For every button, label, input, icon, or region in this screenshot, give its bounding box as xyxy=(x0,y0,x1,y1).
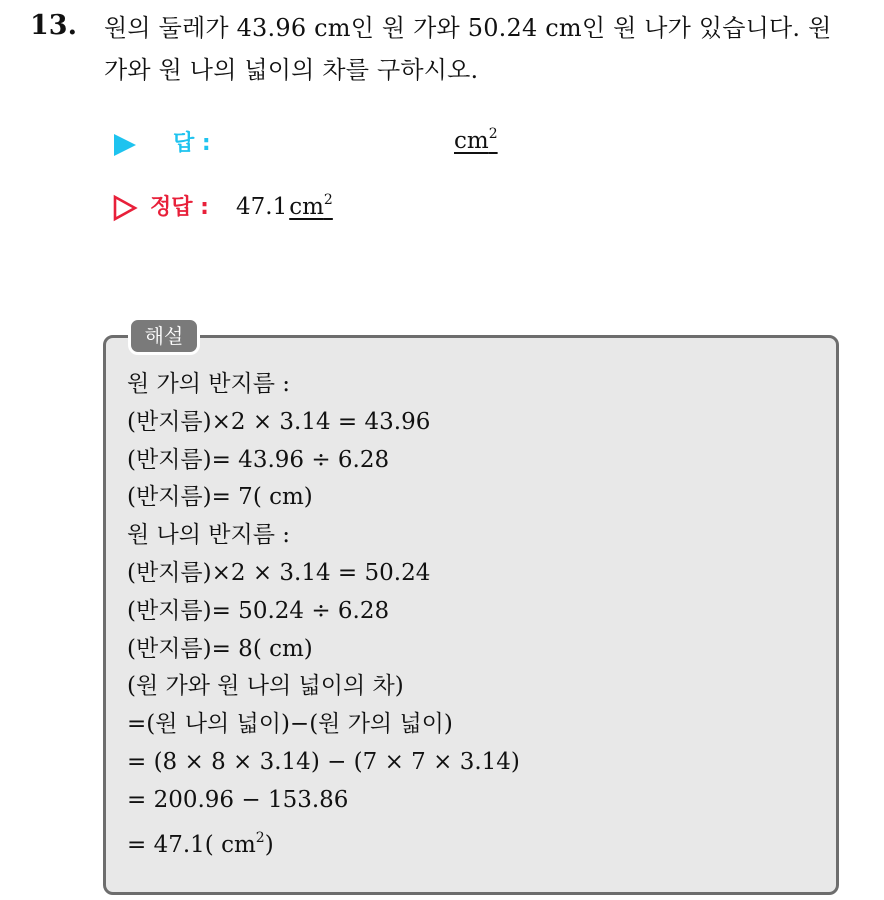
solution-line: = 200.96 − 153.86 xyxy=(127,786,349,813)
solution-lines xyxy=(127,366,520,857)
solution-line: (반지름)×2 × 3.14 = 50.24 xyxy=(127,559,431,586)
answer-row xyxy=(110,124,610,164)
correct-answer-label: 정답 : xyxy=(150,195,209,220)
solution-line: 원 나의 반지름 : xyxy=(127,522,290,549)
correct-answer-row xyxy=(110,188,610,228)
solution-final-exponent: 2 xyxy=(255,829,265,846)
play-icon xyxy=(114,134,136,156)
hollow-play-icon xyxy=(112,194,138,222)
correct-answer-unit-text: cm xyxy=(289,194,324,220)
answer-unit xyxy=(454,126,498,154)
solution-line: (반지름)×2 × 3.14 = 43.96 xyxy=(127,408,431,435)
solution-line: 원 가의 반지름 : xyxy=(127,371,290,397)
solution-line: (반지름)= 7( cm) xyxy=(127,484,313,511)
answer-unit-exponent: 2 xyxy=(488,126,498,142)
solution-line: (원 가와 원 나의 넓이의 차) xyxy=(127,673,404,700)
question-text-line-1: 원의 둘레가 43.96 cm인 원 가와 50.24 cm인 원 나가 있습니다. 원 xyxy=(104,14,832,42)
solution-line: = (8 × 8 × 3.14) − (7 × 7 × 3.14) xyxy=(127,748,520,775)
question-text-line-2: 가와 원 나의 넓이의 차를 구하시오. xyxy=(104,56,479,84)
solution-line: (반지름)= 43.96 ÷ 6.28 xyxy=(127,446,390,473)
correct-answer-value-group xyxy=(236,192,333,220)
solution-tab: 해설 xyxy=(128,317,200,355)
solution-final-prefix: = 47.1( cm xyxy=(127,831,256,858)
answer-label: 답 : xyxy=(173,131,211,156)
solution-line: =(원 나의 넓이)−(원 가의 넓이) xyxy=(127,711,453,738)
answer-unit-text: cm xyxy=(454,128,489,154)
question-number: 13. xyxy=(30,10,77,41)
correct-answer-unit-exponent: 2 xyxy=(323,192,333,208)
correct-answer-unit xyxy=(289,194,333,220)
solution-line: (반지름)= 50.24 ÷ 6.28 xyxy=(127,597,390,624)
correct-answer-value: 47.1 xyxy=(236,194,288,220)
solution-line: (반지름)= 8( cm) xyxy=(127,635,313,662)
solution-final-suffix: ) xyxy=(264,831,274,858)
solution-final-line xyxy=(127,820,520,858)
